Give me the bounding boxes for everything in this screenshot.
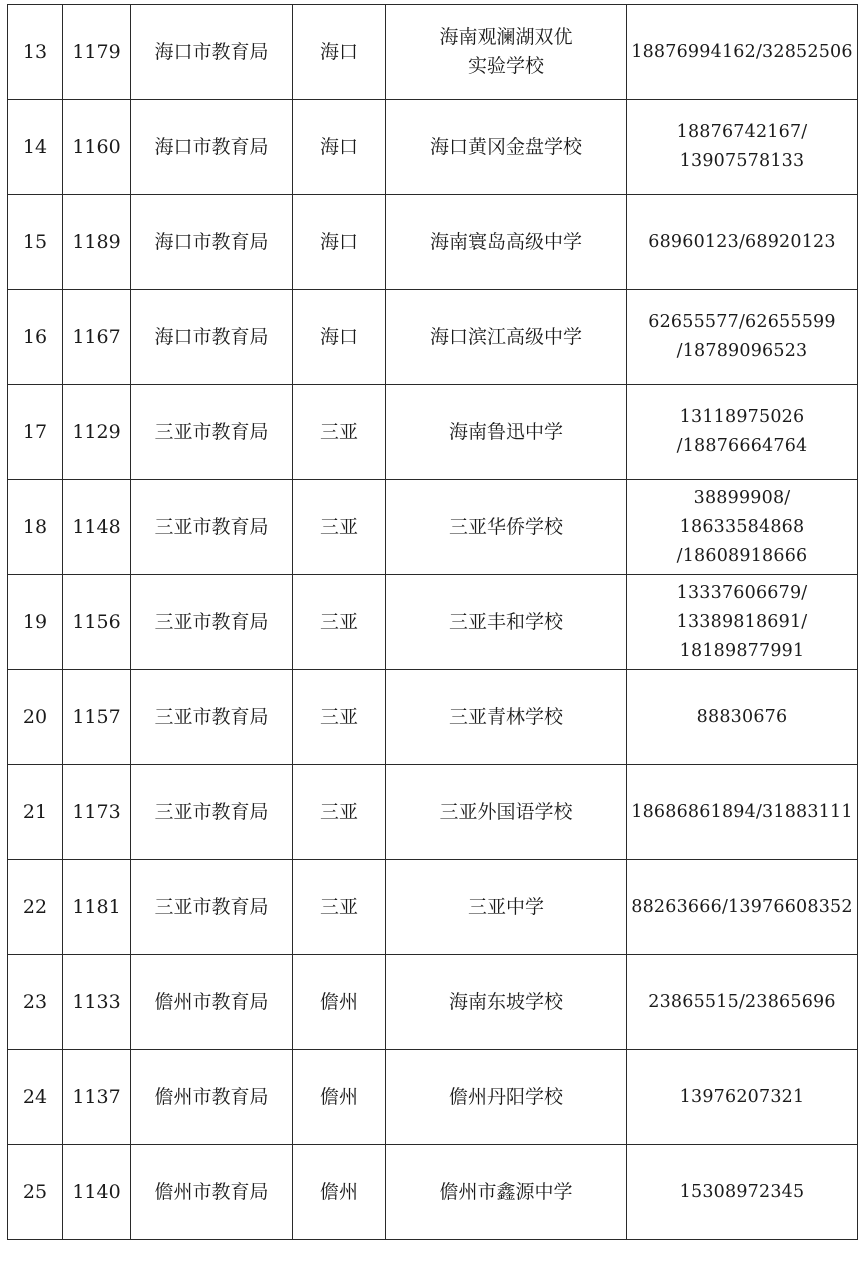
school-name-line: 三亚华侨学校 bbox=[448, 515, 563, 538]
phone-line: 62655577/62655599 bbox=[648, 312, 836, 332]
school-name-cell bbox=[386, 480, 627, 575]
table-row bbox=[8, 1145, 858, 1240]
phone-line: 13907578133 bbox=[679, 151, 805, 171]
school-name-cell bbox=[386, 1050, 627, 1145]
table-row bbox=[8, 290, 858, 385]
table-row bbox=[8, 5, 858, 100]
education-bureau-cell: 三亚市教育局 bbox=[131, 670, 293, 765]
school-name-cell bbox=[386, 5, 627, 100]
city-cell: 三亚 bbox=[293, 480, 386, 575]
phone-line: /18608918666 bbox=[676, 545, 808, 566]
row-number-cell: 20 bbox=[8, 670, 63, 765]
school-name-line: 三亚外国语学校 bbox=[439, 800, 573, 823]
phone-line: 88263666/13976608352 bbox=[631, 896, 853, 917]
education-bureau-cell: 三亚市教育局 bbox=[131, 480, 293, 575]
education-bureau-cell: 海口市教育局 bbox=[131, 5, 293, 100]
city-cell: 海口 bbox=[293, 290, 386, 385]
table-row bbox=[8, 195, 858, 290]
phone-line: 23865515/23865696 bbox=[648, 991, 836, 1012]
school-name-cell bbox=[386, 860, 627, 955]
school-code-cell: 1160 bbox=[63, 100, 131, 195]
school-name-cell bbox=[386, 575, 627, 670]
education-bureau-cell: 三亚市教育局 bbox=[131, 575, 293, 670]
education-bureau-cell: 儋州市教育局 bbox=[131, 955, 293, 1050]
row-number-cell: 19 bbox=[8, 575, 63, 670]
phone-cell bbox=[627, 1145, 858, 1240]
city-cell: 三亚 bbox=[293, 765, 386, 860]
phone-line: 13976207321 bbox=[679, 1086, 805, 1107]
school-name-line: 三亚青林学校 bbox=[448, 705, 563, 728]
phone-cell bbox=[627, 385, 858, 480]
phone-cell bbox=[627, 670, 858, 765]
city-cell: 海口 bbox=[293, 5, 386, 100]
school-name-line: 儋州市鑫源中学 bbox=[439, 1180, 573, 1203]
row-number-cell: 21 bbox=[8, 765, 63, 860]
education-bureau-cell: 儋州市教育局 bbox=[131, 1145, 293, 1240]
education-bureau-cell: 三亚市教育局 bbox=[131, 385, 293, 480]
city-cell: 儋州 bbox=[293, 955, 386, 1050]
row-number-cell: 15 bbox=[8, 195, 63, 290]
education-bureau-cell: 海口市教育局 bbox=[131, 290, 293, 385]
education-bureau-cell: 海口市教育局 bbox=[131, 195, 293, 290]
table-row bbox=[8, 860, 858, 955]
school-name-cell bbox=[386, 100, 627, 195]
school-name-cell bbox=[386, 765, 627, 860]
city-cell: 海口 bbox=[293, 195, 386, 290]
phone-line: 18876994162/32852506 bbox=[631, 41, 853, 62]
school-name-cell bbox=[386, 290, 627, 385]
school-name-line: 海口黄冈金盘学校 bbox=[429, 135, 582, 158]
school-code-cell: 1179 bbox=[63, 5, 131, 100]
school-name-cell bbox=[386, 955, 627, 1050]
phone-line: 38899908/ bbox=[693, 487, 791, 508]
phone-line: 18189877991 bbox=[679, 640, 805, 661]
phone-cell bbox=[627, 480, 858, 575]
city-cell: 儋州 bbox=[293, 1145, 386, 1240]
school-contact-table bbox=[7, 4, 858, 1240]
school-name-line: 海南观澜湖双优 bbox=[439, 26, 573, 48]
phone-line: 13389818691/ bbox=[676, 611, 808, 632]
city-cell: 海口 bbox=[293, 100, 386, 195]
table-row bbox=[8, 385, 858, 480]
school-code-cell: 1157 bbox=[63, 670, 131, 765]
city-cell: 三亚 bbox=[293, 385, 386, 480]
row-number-cell: 17 bbox=[8, 385, 63, 480]
school-code-cell: 1156 bbox=[63, 575, 131, 670]
phone-line: /18789096523 bbox=[676, 341, 808, 361]
school-code-cell: 1181 bbox=[63, 860, 131, 955]
school-code-cell: 1173 bbox=[63, 765, 131, 860]
row-number-cell: 13 bbox=[8, 5, 63, 100]
city-cell: 儋州 bbox=[293, 1050, 386, 1145]
table-body bbox=[8, 5, 858, 1240]
phone-line: 13337606679/ bbox=[676, 582, 808, 603]
phone-line: 18876742167/ bbox=[676, 122, 808, 142]
school-name-line: 海口滨江高级中学 bbox=[429, 325, 582, 348]
row-number-cell: 24 bbox=[8, 1050, 63, 1145]
row-number-cell: 23 bbox=[8, 955, 63, 1050]
education-bureau-cell: 海口市教育局 bbox=[131, 100, 293, 195]
row-number-cell: 14 bbox=[8, 100, 63, 195]
education-bureau-cell: 三亚市教育局 bbox=[131, 860, 293, 955]
phone-cell bbox=[627, 195, 858, 290]
phone-cell bbox=[627, 575, 858, 670]
school-name-cell bbox=[386, 1145, 627, 1240]
school-name-line: 三亚丰和学校 bbox=[448, 610, 563, 633]
phone-line: 18633584868 bbox=[679, 516, 805, 537]
school-code-cell: 1189 bbox=[63, 195, 131, 290]
school-name-cell bbox=[386, 385, 627, 480]
row-number-cell: 18 bbox=[8, 480, 63, 575]
phone-cell bbox=[627, 955, 858, 1050]
education-bureau-cell: 三亚市教育局 bbox=[131, 765, 293, 860]
education-bureau-cell: 儋州市教育局 bbox=[131, 1050, 293, 1145]
table-row bbox=[8, 575, 858, 670]
school-code-cell: 1148 bbox=[63, 480, 131, 575]
school-code-cell: 1137 bbox=[63, 1050, 131, 1145]
city-cell: 三亚 bbox=[293, 860, 386, 955]
table-row bbox=[8, 480, 858, 575]
city-cell: 三亚 bbox=[293, 575, 386, 670]
phone-line: 68960123/68920123 bbox=[648, 231, 836, 252]
table-row bbox=[8, 955, 858, 1050]
phone-cell bbox=[627, 1050, 858, 1145]
row-number-cell: 25 bbox=[8, 1145, 63, 1240]
school-name-line: 海南鲁迅中学 bbox=[448, 420, 563, 443]
phone-cell bbox=[627, 860, 858, 955]
row-number-cell: 22 bbox=[8, 860, 63, 955]
table-row bbox=[8, 100, 858, 195]
table-row bbox=[8, 670, 858, 765]
school-code-cell: 1140 bbox=[63, 1145, 131, 1240]
school-code-cell: 1129 bbox=[63, 385, 131, 480]
phone-cell bbox=[627, 765, 858, 860]
phone-line: 88830676 bbox=[696, 706, 788, 727]
school-code-cell: 1167 bbox=[63, 290, 131, 385]
phone-cell bbox=[627, 100, 858, 195]
school-name-line: 儋州丹阳学校 bbox=[448, 1085, 563, 1108]
school-name-line: 三亚中学 bbox=[467, 895, 544, 918]
phone-line: /18876664764 bbox=[676, 436, 808, 456]
table-row bbox=[8, 1050, 858, 1145]
table-row bbox=[8, 765, 858, 860]
school-name-cell bbox=[386, 195, 627, 290]
phone-line: 18686861894/31883111 bbox=[631, 801, 853, 822]
phone-cell bbox=[627, 290, 858, 385]
school-name-line: 海南东坡学校 bbox=[448, 990, 563, 1013]
phone-cell bbox=[627, 5, 858, 100]
school-name-line: 海南寰岛高级中学 bbox=[429, 230, 582, 253]
phone-line: 15308972345 bbox=[679, 1181, 805, 1202]
school-name-line: 实验学校 bbox=[467, 55, 544, 77]
phone-line: 13118975026 bbox=[679, 407, 805, 427]
row-number-cell: 16 bbox=[8, 290, 63, 385]
school-name-cell bbox=[386, 670, 627, 765]
school-code-cell: 1133 bbox=[63, 955, 131, 1050]
city-cell: 三亚 bbox=[293, 670, 386, 765]
